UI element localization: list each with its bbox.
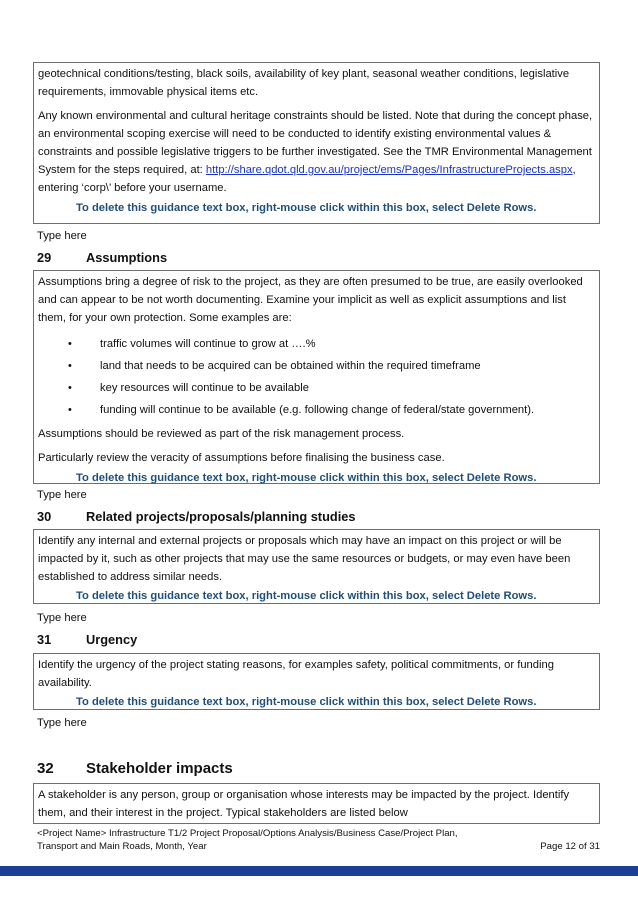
- section-title: Stakeholder impacts: [86, 760, 233, 777]
- guidance-box-urgency[interactable]: [33, 653, 600, 710]
- page-number: Page 12 of 31: [540, 841, 600, 852]
- delete-guidance-note: To delete this guidance text box, right-mouse click within this box, select Delete Rows.: [76, 696, 537, 708]
- guidance-paragraph: Assumptions should be reviewed as part of the risk management process.: [38, 428, 405, 440]
- list-item: [38, 377, 595, 399]
- guidance-box-stakeholders[interactable]: [33, 783, 600, 824]
- type-here-field[interactable]: Type here: [37, 230, 87, 242]
- section-title: Related projects/proposals/planning studies: [86, 509, 356, 524]
- section-heading-31: [37, 632, 137, 647]
- page-footer: [37, 827, 600, 853]
- guidance-box-environmental[interactable]: [33, 62, 600, 224]
- bullet-icon: •: [68, 404, 72, 416]
- delete-guidance-note: To delete this guidance text box, right-mouse click within this box, select Delete Rows.: [76, 590, 537, 602]
- list-item: [38, 399, 595, 421]
- guidance-paragraph: Identify any internal and external projects or proposals which may have an impact on this project or will be impacted by it, such as other projects that may use the same resources or budgets, or may even have been established to address similar needs.: [38, 535, 571, 583]
- ems-link[interactable]: http://share.qdot.qld.gov.au/project/ems/Pages/InfrastructureProjects.aspx: [205, 164, 573, 176]
- bullet-icon: •: [68, 338, 72, 350]
- guidance-paragraph: [38, 107, 595, 197]
- guidance-paragraph: Assumptions bring a degree of risk to the project, as they are often presumed to be true, are easily overlooked and can appear to be not worth documenting. Examine your implicit as well as explicit assumptions and list them, for your own protection. Some examples are:: [38, 276, 583, 324]
- bullet-icon: •: [68, 382, 72, 394]
- section-number: 30: [37, 509, 52, 524]
- guidance-paragraph: A stakeholder is any person, group or organisation whose interests may be impacted by the project. Identify them, and their interest in the project. Typical stakeholders are listed below: [38, 789, 570, 819]
- footer-bar: [0, 866, 638, 876]
- footer-organisation: Transport and Main Roads, Month, Year: [37, 841, 207, 852]
- guidance-box-related-projects[interactable]: [33, 529, 600, 604]
- list-item-text: funding will continue to be available (e.g. following change of federal/state government).: [100, 404, 535, 416]
- section-heading-29: [37, 250, 167, 265]
- section-heading-30: [37, 509, 356, 524]
- type-here-field[interactable]: Type here: [37, 489, 87, 501]
- section-title: Assumptions: [86, 250, 168, 265]
- guidance-paragraph: Identify the urgency of the project stating reasons, for examples safety, political commitments, or funding availability.: [38, 659, 554, 689]
- list-item-text: key resources will continue to be available: [100, 382, 309, 394]
- footer-document-title: <Project Name> Infrastructure T1/2 Project Proposal/Options Analysis/Business Case/Project Plan,: [37, 828, 458, 839]
- guidance-paragraph: Particularly review the veracity of assumptions before finalising the business case.: [38, 452, 445, 464]
- section-number: 29: [37, 250, 52, 265]
- delete-guidance-note: To delete this guidance text box, right-mouse click within this box, select Delete Rows.: [76, 472, 537, 484]
- bullet-icon: •: [68, 360, 72, 372]
- section-number: 31: [37, 632, 52, 647]
- list-item: [38, 333, 595, 355]
- list-item-text: land that needs to be acquired can be obtained within the required timeframe: [100, 360, 481, 372]
- section-heading-32: [37, 760, 233, 777]
- guidance-paragraph: geotechnical conditions/testing, black soils, availability of key plant, seasonal weather conditions, legislative requirements, immovable physical items etc.: [38, 68, 570, 98]
- list-item: [38, 355, 595, 377]
- section-title: Urgency: [86, 632, 138, 647]
- type-here-field[interactable]: Type here: [37, 717, 87, 729]
- assumption-examples-list: [38, 333, 595, 421]
- section-number: 32: [37, 760, 54, 777]
- list-item-text: traffic volumes will continue to grow at ….%: [100, 338, 316, 350]
- guidance-text: , entering ‘corp\’ before your username.: [38, 164, 576, 194]
- type-here-field[interactable]: Type here: [37, 612, 87, 624]
- guidance-box-assumptions[interactable]: [33, 270, 600, 484]
- guidance-text: Any known environmental and cultural heritage constraints should be listed. Note that during the concept phase, an environmental scoping exercise will need to be conducted to identify existing environmental values & constraints and possible legislative triggers to be further investigated. See the TMR Environmental Management System for the steps required, at:: [38, 110, 593, 176]
- delete-guidance-note: To delete this guidance text box, right-mouse click within this box, select Delete Rows.: [76, 202, 537, 214]
